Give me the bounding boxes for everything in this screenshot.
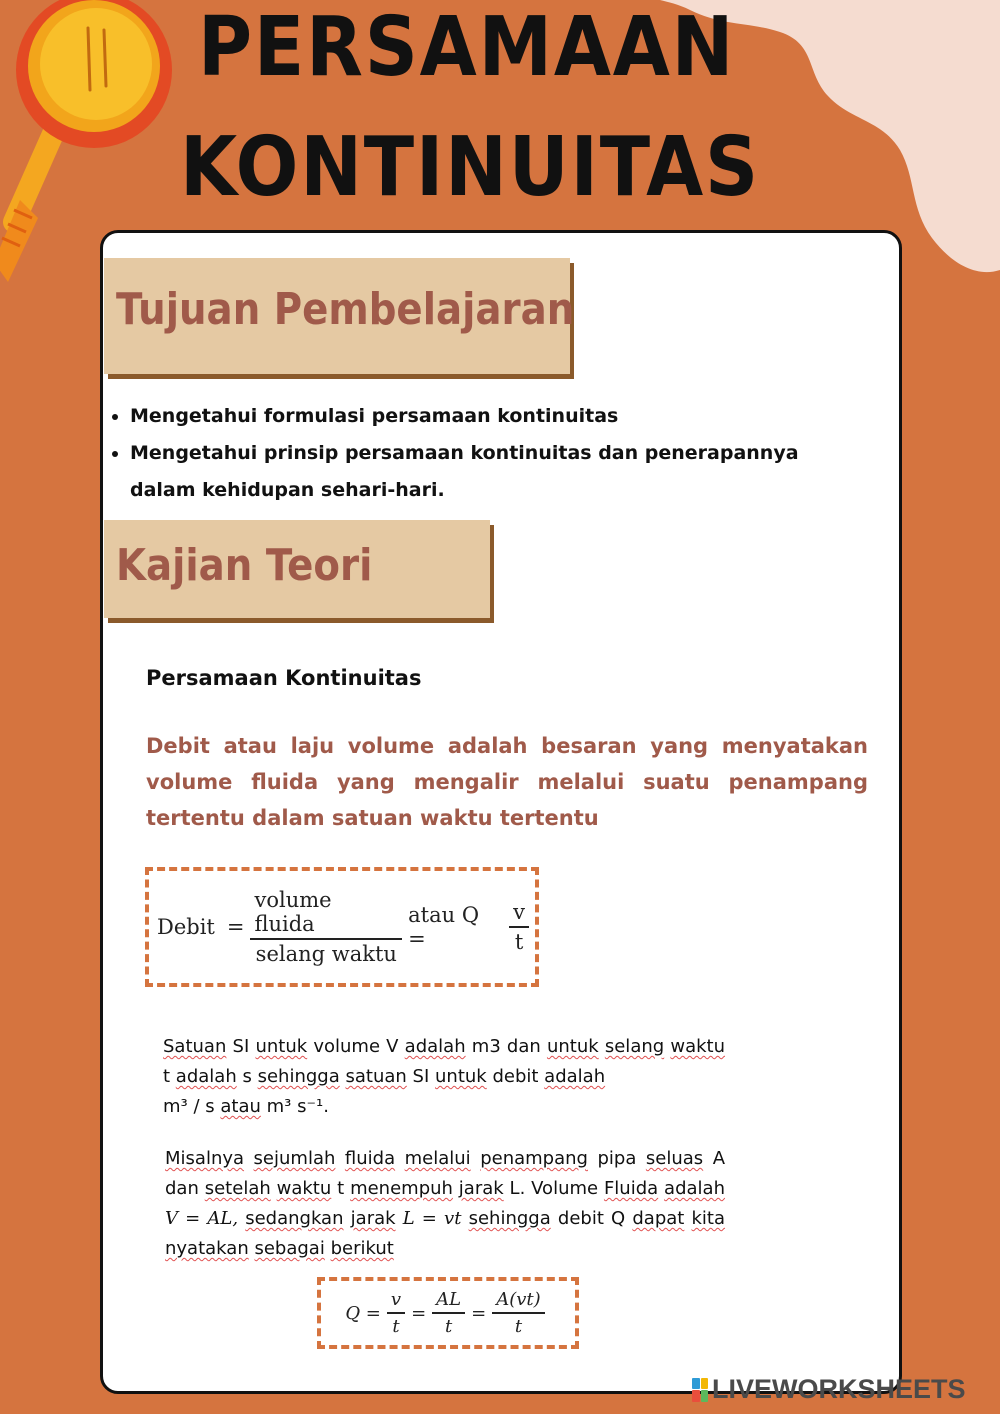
formula-fraction (387, 1289, 405, 1337)
formula-middle: atau Q = (408, 903, 480, 951)
page-title-line-2: KONTINUITAS (180, 120, 761, 215)
page-title-line-1: PERSAMAAN (198, 0, 736, 95)
goals-item: • Mengetahui formulasi persamaan kontinuitas (130, 398, 850, 435)
fraction-numerator: volume fluida (250, 888, 402, 940)
text-run: sejumlah (253, 1148, 336, 1169)
fraction-denominator: t (514, 930, 524, 954)
text-run: nyatakan (165, 1238, 249, 1259)
si-unit-paragraph (163, 1032, 725, 1122)
text-run: untuk (255, 1036, 308, 1057)
formula-fraction (250, 888, 402, 966)
text-run: seluas (645, 1148, 704, 1169)
math-run: L = vt (402, 1208, 462, 1229)
logo-tile (701, 1390, 709, 1402)
formula-lhs: Q = (345, 1302, 381, 1324)
text-run: jarak (350, 1208, 396, 1229)
text-run: setelah (204, 1178, 271, 1199)
goals-item: • Mengetahui prinsip persamaan kontinuitas dan penerapannya dalam kehidupan sehari-hari. (130, 435, 850, 509)
formula-fraction (492, 1289, 544, 1337)
text-run: sehingga (468, 1208, 551, 1229)
text-run: untuk (546, 1036, 599, 1057)
text-run: menempuh (350, 1178, 453, 1199)
fraction-denominator: t (392, 1316, 400, 1337)
debit-derivation-paragraph (165, 1144, 725, 1264)
formula-equals: = (226, 915, 245, 939)
logo-tile (701, 1378, 709, 1390)
watermark-text: LIVEWORKSHEETS (712, 1374, 966, 1404)
text-run: selang (604, 1036, 665, 1057)
goals-banner (104, 258, 575, 374)
text-run: m3 dan (471, 1036, 541, 1057)
liveworksheets-watermark[interactable] (692, 1374, 966, 1405)
text-run: A (712, 1148, 726, 1169)
theory-banner (104, 520, 490, 618)
formula-lhs: Debit (157, 915, 215, 939)
debit-formula-box (145, 867, 539, 987)
goals-heading: Tujuan Pembelajaran (116, 284, 575, 335)
math-run: V = AL, (165, 1208, 239, 1229)
text-run: berikut (330, 1238, 394, 1259)
goals-list (104, 398, 850, 509)
text-run: sedangkan (245, 1208, 344, 1229)
logo-tile (692, 1390, 700, 1402)
text-run: volume V (313, 1036, 399, 1057)
text-run: fluida (344, 1148, 396, 1169)
text-run: debit (492, 1066, 539, 1087)
logo-tile (692, 1378, 700, 1390)
text-run: t (163, 1066, 171, 1087)
fraction-numerator: v (387, 1289, 405, 1314)
text-run: melalui (404, 1148, 471, 1169)
formula-equals: = (471, 1302, 487, 1324)
text-run: t (337, 1178, 345, 1199)
theory-subheading: Persamaan Kontinuitas (146, 666, 422, 690)
text-run: jarak (458, 1178, 504, 1199)
text-run: waktu (276, 1178, 332, 1199)
fraction-denominator: selang waktu (255, 942, 397, 966)
formula-fraction (432, 1289, 465, 1337)
text-run: SI (232, 1036, 250, 1057)
text-run: debit Q (557, 1208, 626, 1229)
text-run: penampang (480, 1148, 588, 1169)
text-run: Satuan (163, 1036, 227, 1057)
text-run: Fluida (603, 1178, 659, 1199)
formula-equals: = (411, 1302, 427, 1324)
debit-definition: Debit atau laju volume adalah besaran yang menyatakan volume fluida yang mengalir melalui suatu penampang tertentu dalam satuan waktu tertentu (146, 734, 868, 830)
text-run: adalah (404, 1036, 466, 1057)
text-run: sehingga (257, 1066, 340, 1087)
text-run: pipa (597, 1148, 637, 1169)
text-run: waktu (670, 1036, 726, 1057)
text-run: dan (165, 1178, 199, 1199)
liveworksheets-logo-icon (692, 1378, 708, 1402)
fraction-numerator: A(vt) (492, 1289, 544, 1314)
fraction-numerator: v (509, 900, 529, 928)
text-run: m³ / s (163, 1096, 215, 1117)
fraction-denominator: t (445, 1316, 453, 1337)
text-run: SI (412, 1066, 430, 1087)
text-run: adalah (175, 1066, 237, 1087)
text-run: atau (220, 1096, 261, 1117)
text-run: kita (691, 1208, 726, 1229)
fraction-numerator: AL (432, 1289, 465, 1314)
text-run: sebagai (254, 1238, 325, 1259)
text-run: adalah (544, 1066, 606, 1087)
flow-rate-formula-box (317, 1277, 579, 1349)
formula-fraction-short (509, 900, 529, 954)
text-run: L. Volume (509, 1178, 599, 1199)
text-run: s (242, 1066, 252, 1087)
text-run: satuan (345, 1066, 407, 1087)
text-run: adalah (664, 1178, 725, 1199)
text-run: dapat (632, 1208, 685, 1229)
text-run: untuk (435, 1066, 487, 1087)
theory-heading: Kajian Teori (116, 540, 373, 591)
fraction-denominator: t (514, 1316, 523, 1337)
text-run: Misalnya (165, 1148, 245, 1169)
text-run: m³ s⁻¹. (266, 1096, 329, 1117)
